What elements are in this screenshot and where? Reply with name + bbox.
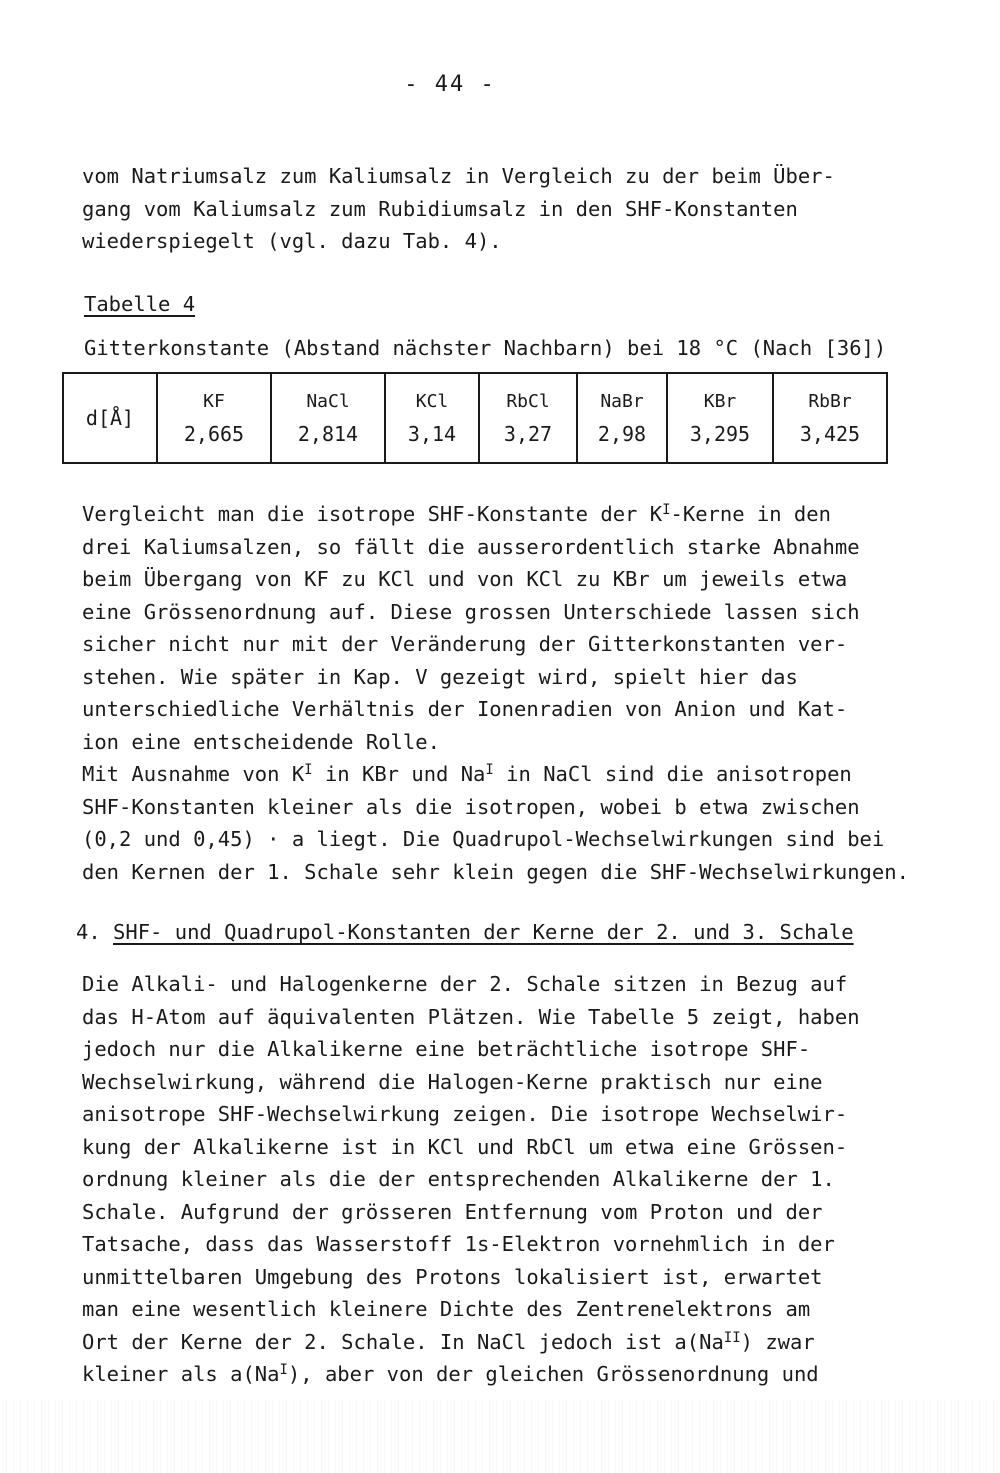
table-label: Tabelle 4 — [84, 292, 196, 316]
text-span: Vergleicht man die isotrope SHF-Konstante der K — [82, 502, 663, 526]
text-line: (0,2 und 0,45) · a liegt. Die Quadrupol-Wechselwirkungen sind bei — [82, 827, 885, 851]
text-span: ) zwar — [740, 1329, 815, 1354]
table-cell — [773, 373, 887, 463]
text-line: Tatsache, dass das Wasserstoff 1s-Elektron vornehmlich in der — [82, 1232, 835, 1256]
lattice-constant-table — [62, 372, 888, 464]
compound-name: KBr — [703, 390, 737, 412]
text-line: jedoch nur die Alkalikerne eine beträchtliche isotrope SHF- — [82, 1037, 811, 1061]
text-line: gang vom Kaliumsalz zum Rubidiumsalz in den SHF-Konstanten — [82, 196, 798, 221]
text-line: unterschiedliche Verhältnis der Ionenradien von Anion und Kat- — [82, 697, 848, 721]
text-line: kung der Alkalikerne ist in KCl und RbCl um etwa eine Grössen- — [82, 1134, 848, 1159]
text-line: beim Übergang von KF zu KCl und von KCl zu KBr um jeweils etwa — [82, 567, 848, 591]
compound-value: 2,814 — [297, 421, 359, 446]
section-heading — [76, 920, 854, 944]
compound-name: NaBr — [600, 390, 644, 412]
compound-value: 3,14 — [407, 421, 457, 446]
compound-value: 2,665 — [183, 421, 245, 446]
compound-name: RbBr — [808, 390, 852, 412]
text-line — [82, 758, 932, 791]
compound-name: KF — [203, 390, 225, 412]
table-cell — [271, 373, 385, 463]
text-line: wiederspiegelt (vgl. dazu Tab. 4). — [82, 229, 502, 253]
table-cell — [385, 373, 479, 463]
text-line — [82, 498, 932, 531]
compound-name: KCl — [415, 390, 449, 412]
text-line: Wechselwirkung, während die Halogen-Kerne praktisch nur eine — [82, 1069, 823, 1094]
superscript: I — [485, 762, 494, 778]
section-title: SHF- und Quadrupol-Konstanten der Kerne der 2. und 3. Schale — [113, 920, 854, 944]
paragraph-second-shell — [82, 968, 932, 1391]
text-line: ordnung kleiner als die der entsprechenden Alkalikerne der 1. — [82, 1167, 835, 1191]
text-line: unmittelbaren Umgebung des Protons lokalisiert ist, erwartet — [82, 1264, 823, 1289]
text-line: man eine wesentlich kleinere Dichte des Zentrenelektrons am — [82, 1297, 811, 1321]
text-line: ion eine entscheidende Rolle. — [82, 729, 440, 754]
text-span: in NaCl sind die anisotropen — [493, 762, 852, 786]
table-caption: Gitterkonstante (Abstand nächster Nachbarn) bei 18 °C (Nach [36]) — [84, 336, 887, 360]
text-span: ), aber von der gleichen Grössenordnung und — [287, 1362, 819, 1386]
compound-name: RbCl — [506, 390, 550, 412]
compound-value: 3,27 — [503, 421, 553, 446]
text-line: Die Alkali- und Halogenkerne der 2. Schale sitzen in Bezug auf — [82, 972, 848, 996]
page-number: - 44 - — [404, 72, 496, 97]
text-line: den Kernen der 1. Schale sehr klein gegen die SHF-Wechselwirkungen. — [82, 859, 909, 884]
text-line: das H-Atom auf äquivalenten Plätzen. Wie Tabelle 5 zeigt, haben — [82, 1004, 860, 1029]
text-line: eine Grössenordnung auf. Diese grossen Unterschiede lassen sich — [82, 599, 860, 624]
text-line: anisotrope SHF-Wechselwirkung zeigen. Die isotrope Wechselwir- — [82, 1102, 848, 1126]
table-cell — [479, 373, 577, 463]
text-line: SHF-Konstanten kleiner als die isotropen, wobei b etwa zwischen — [82, 794, 860, 819]
text-line — [82, 1358, 932, 1391]
scan-noise — [0, 1400, 1000, 1473]
text-span: kleiner als a(Na — [82, 1362, 280, 1386]
superscript: I — [662, 502, 671, 518]
text-line: drei Kaliumsalzen, so fällt die ausserordentlich starke Abnahme — [82, 534, 860, 559]
text-span: Ort der Kerne der 2. Schale. In NaCl jedoch ist a(Na — [82, 1329, 724, 1354]
text-span: in KBr und Na — [312, 762, 486, 786]
table-row — [63, 373, 887, 463]
superscript: I — [279, 1362, 288, 1378]
text-line: vom Natriumsalz zum Kaliumsalz in Vergleich zu der beim Über- — [82, 164, 835, 188]
text-span: -Kerne in den — [670, 502, 831, 526]
superscript: I — [304, 762, 313, 778]
table-cell — [157, 373, 271, 463]
compound-value: 2,98 — [597, 421, 647, 446]
text-line — [82, 1326, 932, 1359]
text-line: stehen. Wie später in Kap. V gezeigt wird, spielt hier das — [82, 664, 798, 689]
paragraph-isotropic-shf — [82, 498, 932, 758]
text-line: sicher nicht nur mit der Veränderung der Gitterkonstanten ver- — [82, 632, 848, 656]
compound-value: 3,425 — [799, 421, 861, 446]
text-span: Mit Ausnahme von K — [82, 762, 305, 786]
paragraph-anisotropic-shf — [82, 758, 932, 888]
intro-paragraph — [82, 160, 932, 258]
table-cell — [577, 373, 667, 463]
text-line: Schale. Aufgrund der grösseren Entfernung vom Proton und der — [82, 1199, 823, 1224]
section-number: 4. — [76, 920, 101, 944]
compound-value: 3,295 — [689, 421, 751, 446]
row-label-cell: d[Å] — [63, 373, 157, 463]
compound-name: NaCl — [306, 390, 350, 412]
superscript: II — [723, 1329, 741, 1346]
table-cell — [667, 373, 773, 463]
